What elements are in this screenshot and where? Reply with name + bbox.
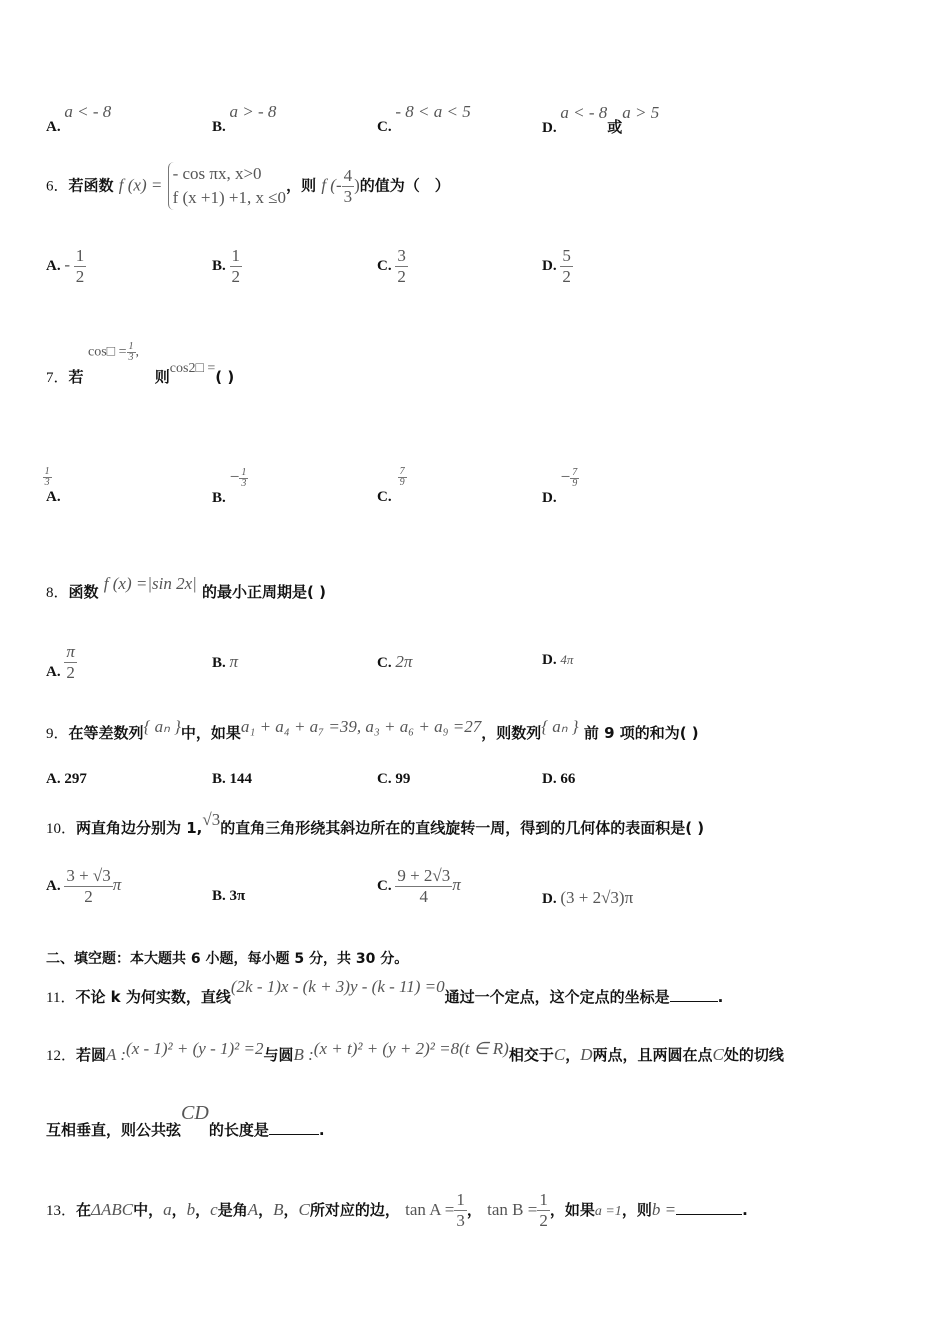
denominator: 9	[399, 477, 405, 488]
option-math: (3 + 2√3)π	[560, 888, 634, 907]
option-label: D.	[542, 771, 557, 787]
question-9	[46, 717, 699, 743]
math-expr: C	[712, 1045, 724, 1064]
option-label: A.	[46, 119, 61, 135]
fraction	[64, 642, 77, 683]
fraction	[239, 468, 248, 489]
q6-option-c	[377, 246, 408, 287]
fraction	[342, 166, 355, 207]
math-expr: A	[247, 1200, 259, 1219]
question-6	[46, 162, 450, 210]
math-expr: a₁ + a₄ + a₇ =39, a₃ + a₆ + a₉ =27	[240, 717, 482, 736]
question-number: 13．	[46, 1203, 77, 1219]
condition	[88, 342, 139, 363]
answer-blank[interactable]	[670, 1001, 718, 1002]
numerator: 1	[539, 1190, 548, 1209]
question-text: 的直角三角形绕其斜边所在的直线旋转一周，得到的几何体的表面积是( )	[220, 819, 705, 837]
math-expr: f (x) =	[118, 175, 163, 195]
question-text: 相交于	[508, 1046, 554, 1064]
numerator: 1	[456, 1190, 465, 1209]
fraction	[570, 468, 579, 489]
question-number: 12．	[46, 1048, 77, 1064]
q7-option-a	[44, 466, 70, 508]
math-expr: (x + t)² + (y + 2)² =8(t ∈ R)	[313, 1039, 509, 1058]
option-label: D.	[542, 120, 557, 136]
denominator: 2	[539, 1211, 548, 1230]
option-label: B.	[212, 888, 226, 904]
question-13: 13．在ΔABC中，a，b，c是角A，B，C所对应的边， tan A = $\frac{1}{3}$ ， tan B = $\frac{1}{2}$ ，如果a =1，则b = .	[46, 1190, 748, 1230]
math-expr: cos2□ =	[169, 361, 216, 376]
denominator: 2	[66, 663, 75, 682]
q6-option-b	[212, 246, 242, 287]
q9-option-c	[377, 771, 410, 788]
option-label: B.	[212, 655, 226, 671]
period: .	[318, 1121, 325, 1139]
math-expr: ΔABC	[91, 1200, 134, 1219]
option-label: D.	[542, 891, 557, 907]
question-text: 前 9 项的和为( )	[583, 724, 699, 742]
question-8	[46, 574, 326, 602]
question-10	[46, 810, 705, 838]
question-number: 8．	[46, 585, 69, 601]
question-text: 所对应的边，	[309, 1201, 400, 1219]
q10-option-c	[377, 866, 461, 907]
numerator: 3 + √3	[66, 866, 111, 885]
fraction	[64, 866, 112, 907]
option-label: C.	[377, 655, 392, 671]
option-label: C.	[377, 771, 392, 787]
q9-option-d	[542, 771, 575, 788]
fraction	[537, 1190, 550, 1231]
question-text: 互相垂直，则公共弦	[46, 1121, 182, 1139]
q10-option-d	[542, 888, 633, 908]
question-text: 的最小正周期是( )	[202, 583, 326, 601]
question-12-line2	[46, 1102, 325, 1141]
q10-option-b	[212, 888, 245, 905]
numerator: π	[66, 642, 75, 661]
math-expr: f (x) =|sin 2x|	[103, 574, 197, 593]
question-text: 若	[68, 368, 84, 386]
option-value: 144	[229, 771, 253, 787]
math-expr: { aₙ }	[541, 717, 579, 736]
denominator: 2	[231, 267, 241, 286]
q5-option-b	[212, 102, 277, 136]
question-text: 的长度是	[208, 1121, 269, 1139]
numerator: 7	[572, 467, 578, 479]
question-7	[46, 341, 235, 387]
denominator: 2	[84, 887, 93, 906]
denominator: 2	[562, 267, 571, 286]
question-text: 在	[76, 1201, 92, 1219]
q6-option-d	[542, 246, 573, 287]
question-text: ( )	[215, 368, 235, 386]
fraction	[74, 246, 87, 287]
option-label: A.	[46, 771, 61, 787]
sign: −	[560, 467, 571, 486]
question-text: 在等差数列	[68, 724, 144, 742]
numerator: 9 + 2√3	[397, 866, 451, 885]
q8-option-b	[212, 652, 238, 672]
piecewise	[168, 162, 287, 210]
option-value: 66	[560, 771, 576, 787]
option-value: 297	[64, 771, 87, 787]
option-label: B.	[212, 257, 226, 274]
question-number: 11．	[46, 990, 76, 1006]
numerator: 1	[75, 246, 85, 265]
numerator: 1	[231, 246, 241, 265]
denominator: 2	[397, 267, 406, 286]
denominator: 3	[128, 352, 134, 363]
denominator: 3	[44, 477, 50, 488]
math-expr: B	[273, 1200, 284, 1219]
math-expr: f (-	[321, 175, 342, 195]
fraction	[43, 467, 52, 488]
math-expr: A :	[106, 1045, 127, 1064]
denominator: 9	[572, 478, 578, 490]
numerator: 1	[128, 341, 134, 352]
question-number: 6．	[46, 178, 69, 195]
denominator: 4	[419, 887, 429, 906]
option-math: π	[229, 652, 239, 671]
fraction	[398, 467, 407, 488]
option-math: a < - 8	[560, 103, 608, 122]
q8-option-d	[542, 652, 573, 669]
option-label: A.	[46, 488, 61, 505]
question-text: ，则	[286, 176, 317, 195]
q5-option-a	[46, 102, 112, 136]
option-math: 4π	[560, 652, 574, 667]
fraction	[395, 866, 452, 907]
option-label: A.	[46, 257, 61, 274]
option-math: a > - 8	[229, 102, 277, 121]
math-expr: (x - 1)² + (y - 1)² =2	[126, 1039, 264, 1058]
option-label: C.	[377, 257, 392, 274]
option-value: 3π	[229, 888, 246, 904]
question-text: 函数	[68, 583, 99, 601]
option-math: 2π	[395, 652, 413, 671]
question-text: 中，	[133, 1201, 164, 1219]
q7-option-c	[377, 466, 405, 508]
question-number: 7．	[46, 370, 69, 386]
question-text: ，则	[621, 1201, 652, 1219]
math-expr: - cos πx, x>0	[172, 164, 262, 183]
comma: ,	[135, 344, 140, 360]
fraction	[127, 342, 136, 363]
option-label: D.	[542, 652, 557, 668]
question-12	[46, 1039, 784, 1065]
denominator: 3	[456, 1211, 465, 1230]
answer-blank[interactable]	[269, 1134, 319, 1135]
fraction	[454, 1190, 467, 1231]
option-label: C.	[377, 877, 392, 894]
question-text: 是角	[217, 1201, 248, 1219]
math-expr: √3	[202, 810, 221, 829]
denominator: 3	[343, 186, 353, 206]
math-expr: tan A =	[405, 1200, 455, 1219]
math-expr: cos□ =	[88, 344, 127, 360]
q9-option-b	[212, 771, 252, 788]
question-text: 不论 k 为何实数，直线	[75, 988, 231, 1006]
option-label: B.	[212, 119, 226, 135]
question-text: 两直角边分别为 1,	[76, 819, 203, 837]
math-expr: c	[210, 1200, 218, 1219]
question-number: 9．	[46, 726, 69, 742]
denominator: 2	[75, 267, 85, 286]
math-expr: B :	[293, 1045, 314, 1064]
fraction	[395, 246, 408, 287]
option-label: A.	[46, 663, 61, 680]
numerator: 1	[241, 467, 247, 479]
question-text: 的值为（ ）	[359, 176, 450, 195]
question-text: ，则数列	[481, 724, 542, 742]
pi: π	[452, 874, 461, 894]
question-text: ，如果	[549, 1201, 595, 1219]
option-label: A.	[46, 877, 61, 894]
sign: -	[64, 254, 71, 274]
math-expr: D	[580, 1045, 593, 1064]
q9-option-a	[46, 771, 87, 788]
q10-option-a	[46, 866, 121, 907]
option-label: B.	[212, 490, 226, 506]
question-text: ，	[565, 1046, 581, 1064]
math-expr: C	[553, 1045, 566, 1064]
numerator: 5	[562, 246, 571, 265]
period: .	[742, 1201, 748, 1219]
q5-option-d	[542, 103, 660, 137]
math-expr: { aₙ }	[143, 717, 181, 736]
fraction	[230, 246, 243, 287]
q6-option-a	[46, 246, 86, 287]
option-math: - 8 < a < 5	[395, 102, 471, 121]
math-expr: a =1	[594, 1204, 622, 1219]
sign: −	[229, 467, 240, 486]
question-11	[46, 977, 724, 1007]
math-expr: C	[298, 1200, 310, 1219]
question-text: 处的切线	[723, 1046, 784, 1064]
question-text: 中，如果	[180, 724, 241, 742]
option-label: D.	[542, 257, 557, 274]
question-number: 10．	[46, 821, 77, 837]
numerator: 3	[397, 246, 406, 265]
q7-option-b	[212, 467, 247, 509]
question-text: 若函数	[68, 176, 114, 195]
option-math: a > 5	[622, 103, 660, 122]
q7-option-d	[542, 467, 578, 509]
option-label: B.	[212, 771, 226, 787]
q8-option-a	[46, 642, 77, 693]
option-math: a < - 8	[64, 102, 112, 121]
math-expr: CD	[181, 1102, 209, 1124]
math-expr: f (x +1) +1, x ≤0	[172, 188, 287, 207]
question-text: 两点，且两圆在点	[592, 1046, 713, 1064]
math-expr: b =	[651, 1200, 677, 1219]
question-text: 则	[154, 368, 170, 386]
option-label: D.	[542, 490, 557, 506]
q5-option-c	[377, 102, 471, 136]
q8-option-c	[377, 652, 412, 672]
math-expr: (2k - 1)x - (k + 3)y - (k - 11) =0	[230, 977, 445, 996]
math-expr: b	[186, 1200, 196, 1219]
numerator: 7	[399, 466, 405, 477]
answer-blank[interactable]	[676, 1214, 742, 1215]
math-expr: )	[354, 175, 360, 195]
section-heading: 二、填空题：本大题共 6 小题，每小题 5 分，共 30 分。	[46, 951, 409, 967]
period: .	[717, 988, 724, 1006]
numerator: 1	[44, 466, 50, 477]
denominator: 3	[241, 478, 247, 490]
question-text: 与圆	[263, 1046, 294, 1064]
math-expr: a	[163, 1200, 172, 1219]
option-value: 99	[395, 771, 411, 787]
question-text: 若圆	[76, 1046, 107, 1064]
option-text: 或	[607, 118, 623, 136]
pi: π	[112, 874, 122, 894]
math-expr: tan B =	[487, 1200, 538, 1219]
question-text: 通过一个定点，这个定点的坐标是	[444, 988, 670, 1006]
option-label: C.	[377, 488, 392, 505]
fraction	[560, 246, 573, 287]
numerator: 4	[343, 165, 353, 185]
option-label: C.	[377, 119, 392, 135]
